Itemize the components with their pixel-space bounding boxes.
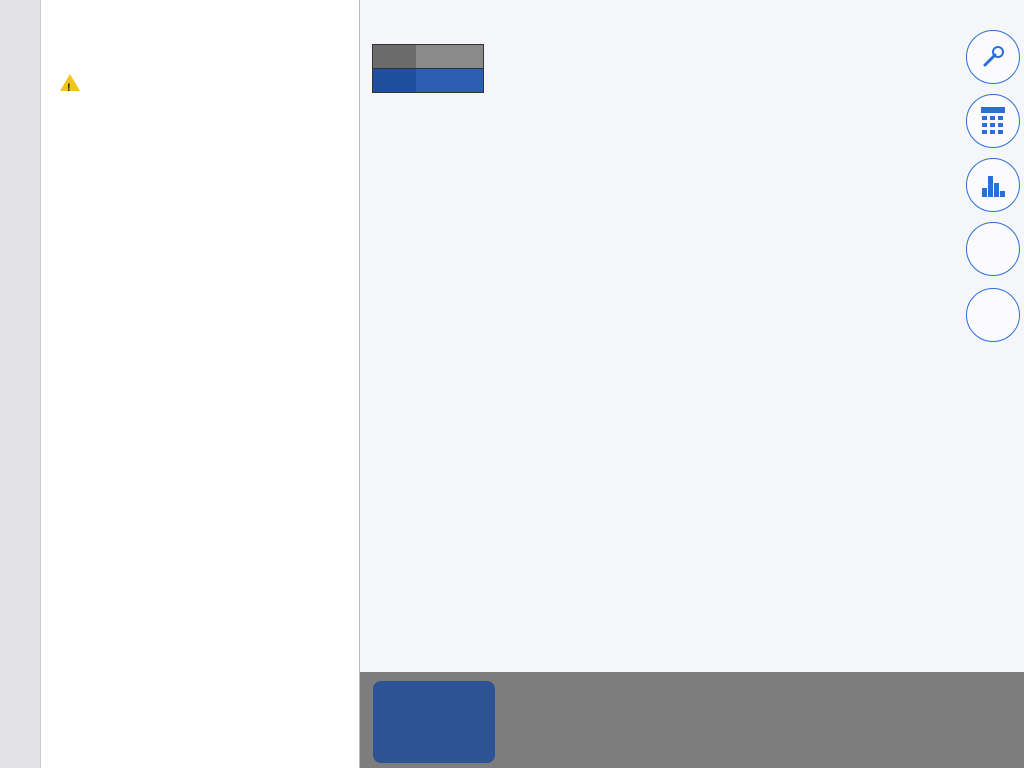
x-param-button[interactable] — [373, 681, 495, 763]
histogram-button[interactable] — [966, 158, 1020, 212]
cdf-label — [373, 45, 416, 68]
pdf-chart[interactable] — [360, 0, 1024, 768]
parameter-bar — [360, 672, 1024, 768]
help-panel[interactable] — [41, 0, 360, 768]
help-paragraph — [60, 74, 340, 97]
cdf-value — [416, 45, 483, 68]
wrench-icon — [979, 43, 1007, 71]
help-body — [60, 74, 340, 115]
left-edge-strip — [0, 0, 41, 768]
pdf-label — [373, 69, 416, 92]
graph-area[interactable] — [360, 0, 1024, 768]
histogram-icon — [980, 172, 1006, 198]
warning-icon — [60, 74, 80, 91]
value-readout — [372, 44, 484, 93]
status-bar — [0, 0, 1024, 22]
calculator-icon — [980, 106, 1006, 136]
help-button[interactable] — [966, 222, 1020, 276]
calculator-button[interactable] — [966, 94, 1020, 148]
mu-param-button[interactable] — [496, 681, 618, 763]
pdf-value — [416, 69, 483, 92]
settings-button[interactable] — [966, 30, 1020, 84]
sigma-param-button[interactable] — [618, 681, 740, 763]
info-button[interactable] — [966, 288, 1020, 342]
